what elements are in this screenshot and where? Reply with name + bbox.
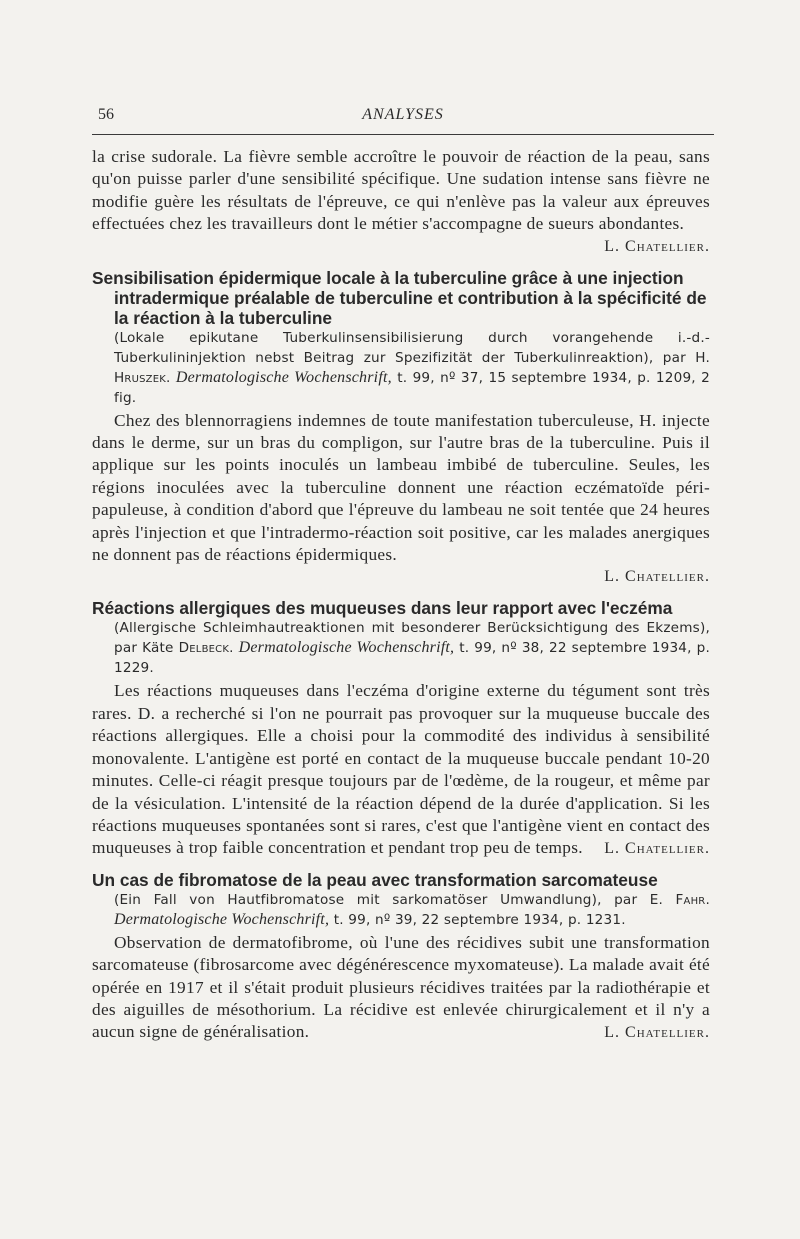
reference-text: (Ein Fall von Hautfibromatose mit sarkomatöser Umwandlung), par E. — [114, 891, 664, 908]
reference-author: Hruszek — [114, 369, 166, 386]
reference-journal: Dermatologische Wochenschrift, — [114, 910, 330, 928]
article-body: Chez des blennorragiens indemnes de toute manifestation tuberculeuse, H. injecte dans le derme, sur un bras du compligon, sur l'autre bras de la tuberculine. Puis il applique sur les points inoculés un lambeau imbibé de tuberculine. Seules, les régions inoculées avec la tuberculine donnent une réaction eczématoïde péri-papuleuse, à condition d'abord que l'épreuve du lambeau ne soit tentée que 24 heures après l'injection et que l'intradermo-réaction soit positive, car les malades anergiques ne donnent pas de réactions épidermiques. — [92, 410, 710, 565]
reference-text: (Lokale epikutane Tuberkulinsensibilisierung durch vorangehende i.-d.-Tuberkulininjektion nebst Beitrag zur Spezifizität der Tuberkulinreaktion), par H. — [114, 329, 710, 366]
header-rule — [92, 134, 714, 135]
reference-author: Fahr — [675, 891, 706, 908]
article-title: Un cas de fibromatose de la peau avec transformation sarcomateuse — [92, 869, 658, 890]
article-signature — [92, 566, 710, 588]
article-body: Les réactions muqueuses dans l'eczéma d'origine externe du tégument sont très rares. D. a recherché si l'on ne pourrait pas provoquer sur la muqueuse buccale des réactions allergiques. Elle a choisi pour la commodité des individus à sensibilité monovalente. L'antigène est porté en contact de la muqueuse buccale pendant 10-20 minutes. Celle-ci réagit presque toujours par de l'œdème, de la rougeur, et même par de la vésiculation. L'intensité de la réaction dépend de la durée d'application. Si les réactions muqueuses spontanées sont si rares, c'est que l'antigène vient en contact des muqueuses à trop faible concentration et pendant trop peu de temps. — [92, 681, 710, 858]
reference-text: (Allergische Schleimhautreaktionen mit besonderer Berücksichtigung des Ekzems), par Käte — [114, 620, 710, 657]
running-title: ANALYSES — [362, 106, 444, 123]
page-number: 56 — [98, 106, 114, 123]
signature-text: L. Chatellier. — [604, 237, 710, 255]
reference-journal: Dermatologische Wochenschrift, — [175, 368, 392, 386]
intro-paragraph: la crise sudorale. La fièvre semble accroître le pouvoir de réaction de la peau, sans qu'on puisse parler d'une sensibilité spécifique. Une sudation intense sans fièvre ne modifie guère les résultats de l'épreuve, ce qui n'enlève pas la valeur aux épreuves effectuées chez les travailleurs dont le métier s'accompagne de sueurs abondantes. — [92, 147, 710, 234]
article-reference: (Lokale epikutane Tuberkulinsensibilisierung durch vorangehende i.-d.-Tuberkulininjektion nebst Beitrag zur Spezifizität der Tuberkulinreaktion), par H. Hruszek. Dermatologische Wochenschrift, t. 99, nº 37, 15 septembre 1934, p. 1209, 2 fig. — [114, 329, 711, 406]
page-header — [92, 104, 714, 132]
article-title: Sensibilisation épidermique locale à la tuberculine grâce à une injection intradermique préalable de tuberculine et contribution à la spécificité de la réaction à la tuberculine — [92, 267, 707, 328]
article-reference: (Ein Fall von Hautfibromatose mit sarkomatöser Umwandlung), par E. Fahr. Dermatologische Wochenschrift, t. 99, nº 39, 22 septembre 1934, p. 1231. — [114, 891, 710, 928]
signature-text: L. Chatellier. — [604, 1023, 710, 1041]
signature-text: L. Chatellier. — [604, 568, 710, 586]
article-reference: (Allergische Schleimhautreaktionen mit besonderer Berücksichtigung des Ekzems), par Käte Delbeck. Dermatologische Wochenschrift, t. 99, nº 38, 22 septembre 1934, p. 1229. — [114, 620, 710, 677]
reference-details: t. 99, nº 39, 22 septembre 1934, p. 1231. — [333, 911, 626, 928]
reference-details: t. 99, nº 38, 22 septembre 1934, p. 1229. — [114, 640, 710, 677]
page-body — [92, 146, 710, 1044]
reference-journal: Dermatologische Wochenschrift, — [238, 639, 455, 657]
article-title: Réactions allergiques des muqueuses dans leur rapport avec l'eczéma — [92, 598, 673, 619]
signature-text: L. Chatellier. — [604, 839, 710, 857]
article-body: Observation de dermatofibrome, où l'une des récidives subit une transformation sarcomateuse (fibrosarcome avec dégénérescence myxomateuse). La malade avait été opérée en 1917 et il s'était produit plusieurs récidives traitées par la radiothérapie et des aiguilles de mésothorium. La récidive est enlevée chirurgicalement et il n'y a aucun signe de généralisation. — [92, 932, 710, 1042]
intro-signature — [92, 236, 710, 258]
reference-details: t. 99, nº 37, 15 septembre 1934, p. 1209, 2 fig. — [114, 369, 711, 406]
reference-author: Delbeck — [178, 640, 230, 657]
